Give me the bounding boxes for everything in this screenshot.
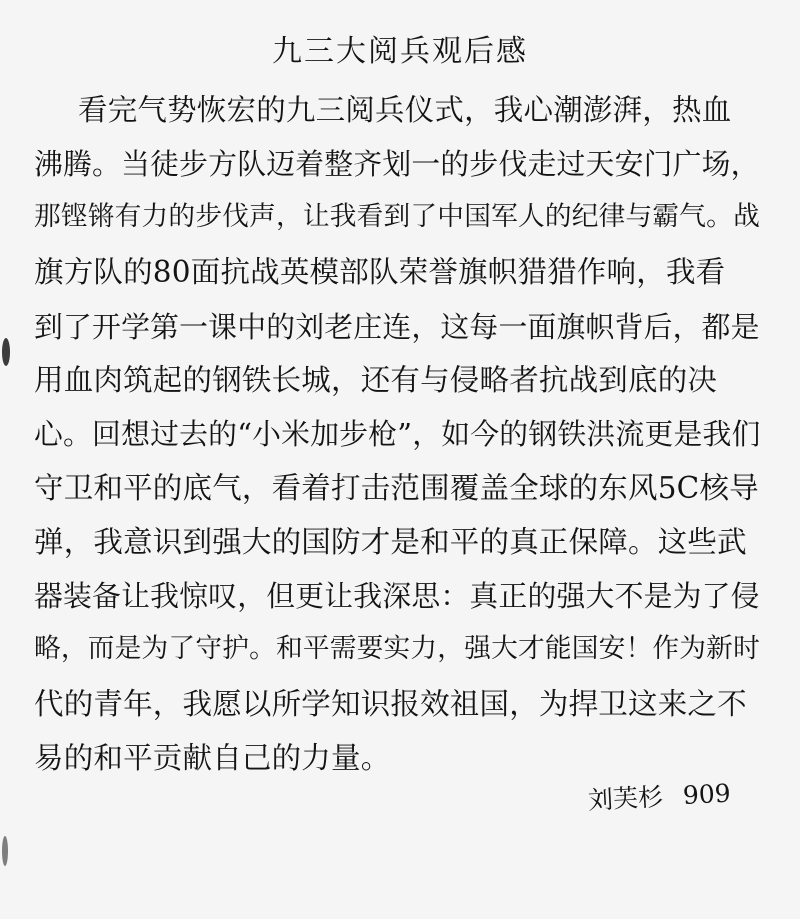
class-number: 909 bbox=[682, 778, 732, 811]
essay-line: 到了开学第一课中的刘老庄连，这每一面旗帜背后，都是 bbox=[34, 310, 760, 344]
essay-title: 九三大阅兵观后感 bbox=[272, 34, 528, 69]
author-signature bbox=[587, 774, 731, 817]
essay-line: 守卫和平的底气，看着打击范围覆盖全球的东风5C核导 bbox=[34, 471, 759, 505]
essay-line: 代的青年，我愿以所学知识报效祖国，为捍卫这来之不 bbox=[34, 687, 747, 721]
binding-hole-mark bbox=[2, 836, 8, 866]
essay-line: 略，而是为了守护。和平需要实力，强大才能国安！作为新时 bbox=[34, 633, 760, 664]
essay-line: 弹，我意识到强大的国防才是和平的真正保障。这些武 bbox=[34, 525, 747, 559]
essay-line: 心。回想过去的“小米加步枪”，如今的钢铁洪流更是我们 bbox=[34, 417, 761, 451]
binding-hole-mark bbox=[2, 338, 10, 366]
essay-line: 易的和平贡献自己的力量。 bbox=[34, 741, 391, 775]
essay-line: 看完气势恢宏的九三阅兵仪式，我心潮澎湃，热血 bbox=[78, 93, 732, 127]
essay-line: 旗方队的80面抗战英模部队荣誉旗帜猎猎作响，我看 bbox=[34, 255, 726, 289]
author-name: 刘芙杉 bbox=[587, 782, 664, 815]
essay-line: 那铿锵有力的步伐声，让我看到了中国军人的纪律与霸气。战 bbox=[34, 201, 760, 232]
essay-line: 器装备让我惊叹，但更让我深思：真正的强大不是为了侵 bbox=[34, 579, 760, 613]
essay-line: 用血肉筑起的钢铁长城，还有与侵略者抗战到底的决 bbox=[34, 363, 718, 397]
essay-line: 沸腾。当徒步方队迈着整齐划一的步伐走过天安门广场， bbox=[34, 147, 760, 181]
